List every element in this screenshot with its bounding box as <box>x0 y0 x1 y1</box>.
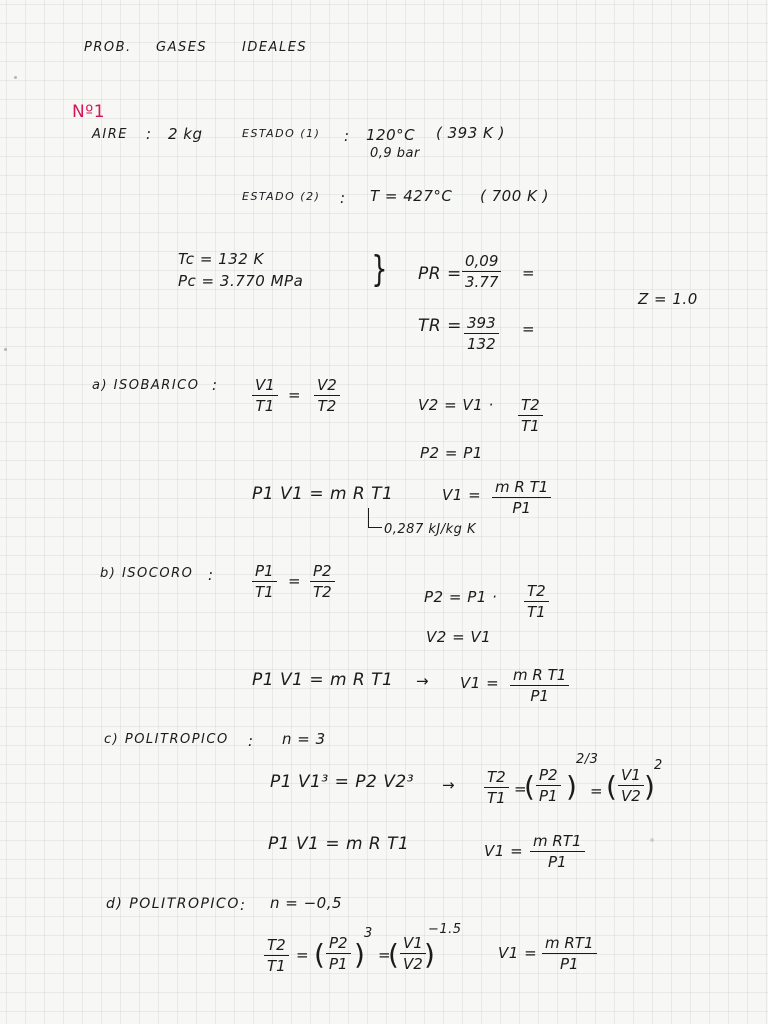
part-c-eq1: = <box>514 780 528 798</box>
part-b-v2: V2 = V1 <box>426 628 492 646</box>
tr-label: TR = <box>418 316 462 336</box>
tr-fraction <box>464 314 499 353</box>
part-c-v1-den: P1 <box>547 853 567 871</box>
part-a-p2: P2 = P1 <box>420 444 483 462</box>
part-d-colon: : <box>240 896 246 914</box>
part-d-v1-den: P1 <box>559 955 579 973</box>
part-b-rhs-num: P2 <box>310 562 335 582</box>
part-c-ideal-gas: P1 V1 = m R T1 <box>268 834 410 854</box>
part-a-rhs-num: V2 <box>314 376 340 396</box>
part-b-p2-fraction <box>524 582 549 621</box>
part-b-p2-lhs: P2 = P1 · <box>424 588 498 606</box>
part-d-v-den: V2 <box>403 955 423 973</box>
tr-denominator: 132 <box>467 335 496 353</box>
page-speck <box>650 838 654 842</box>
part-d-v1-lhs: V1 = <box>498 944 538 962</box>
part-c-p-den: P1 <box>539 787 558 805</box>
part-b-rhs-den: T2 <box>312 583 332 601</box>
right-brace: } <box>371 249 388 290</box>
r-callout-bracket <box>368 508 369 528</box>
part-c-exp2: 2 <box>654 758 663 773</box>
state1-temp-c: 120°C <box>366 126 416 144</box>
state1-label: ESTADO (1) <box>242 127 321 140</box>
state2-label: ESTADO (2) <box>242 190 321 203</box>
pr-fraction <box>462 252 501 291</box>
part-d-exp2: −1.5 <box>428 922 462 937</box>
part-a-rhs-den: T2 <box>317 397 337 415</box>
part-b-colon: : <box>208 566 214 584</box>
part-c-t-den: T1 <box>487 789 506 807</box>
part-b-v1-fraction <box>510 666 569 705</box>
part-a-lhs-num: V1 <box>252 376 278 396</box>
part-d-n: n = −0,5 <box>270 894 343 912</box>
state2-temp-k: ( 700 K ) <box>480 187 549 205</box>
problem-number: Nº1 <box>72 102 106 122</box>
state1-pressure: 0,9 bar <box>370 146 420 161</box>
part-a-rhs-fraction <box>314 376 340 415</box>
part-b-p2-num: T2 <box>524 582 549 602</box>
part-d-t-fraction <box>264 936 289 975</box>
header-ideales: IDEALES <box>242 40 308 55</box>
part-d-v1-num: m RT1 <box>542 934 597 954</box>
part-d-t-den: T1 <box>267 957 286 975</box>
part-c-t-fraction <box>484 768 509 807</box>
part-b-lhs-fraction <box>252 562 277 601</box>
state2-colon: : <box>340 189 346 207</box>
part-c-label: c) POLITROPICO <box>104 732 229 747</box>
part-d-paren2-open: ( <box>388 938 400 971</box>
air-colon: : <box>146 125 152 143</box>
part-c-v-num: V1 <box>618 766 644 786</box>
part-b-v1-lhs: V1 = <box>460 674 500 692</box>
part-d-t-num: T2 <box>264 936 289 956</box>
state1-temp-k: ( 393 K ) <box>436 124 505 142</box>
part-c-paren-open: ( <box>524 770 536 803</box>
part-c-v-fraction <box>618 766 644 805</box>
air-label: AIRE <box>92 127 128 142</box>
part-c-eq2: = <box>590 782 604 800</box>
part-b-lhs-num: P1 <box>252 562 277 582</box>
part-c-p-num: P2 <box>536 766 561 786</box>
part-d-v1-fraction <box>542 934 597 973</box>
part-a-v1-lhs: V1 = <box>442 486 482 504</box>
pr-label: PR = <box>418 264 462 284</box>
part-b-lhs-den: T1 <box>254 583 274 601</box>
part-d-p-num: P2 <box>326 934 351 954</box>
part-c-arrow: → <box>442 776 456 794</box>
part-d-paren2-close: ) <box>424 938 436 971</box>
part-d-v-fraction <box>400 934 426 973</box>
part-a-lhs-fraction <box>252 376 278 415</box>
part-a-v1-fraction <box>492 478 551 517</box>
part-b-equals: = <box>288 572 302 590</box>
part-b-arrow: → <box>416 672 430 690</box>
part-d-exp1: 3 <box>364 926 373 941</box>
header-gases: GASES <box>156 40 208 55</box>
page-speck <box>14 76 17 79</box>
part-b-v1-num: m R T1 <box>510 666 569 686</box>
tr-numerator: 393 <box>464 314 499 334</box>
part-a-v2-num: T2 <box>518 396 543 416</box>
part-c-t-num: T2 <box>484 768 509 788</box>
part-c-colon: : <box>248 732 254 750</box>
part-d-p-den: P1 <box>329 955 348 973</box>
part-c-v1-fraction <box>530 832 585 871</box>
part-a-v2-lhs: V2 = V1 · <box>418 396 494 414</box>
part-a-v2-den: T1 <box>521 417 540 435</box>
part-a-v2-fraction <box>518 396 543 435</box>
part-b-p2-den: T1 <box>527 603 546 621</box>
part-d-paren-close: ) <box>354 938 366 971</box>
part-d-paren-open: ( <box>314 938 326 971</box>
part-a-colon: : <box>212 376 218 394</box>
part-d-eq2: = <box>378 946 392 964</box>
z-value: Z = 1.0 <box>638 290 698 308</box>
part-c-relation: P1 V1³ = P2 V2³ <box>270 772 415 792</box>
part-a-r-value: 0,287 kJ/kg K <box>384 522 477 537</box>
part-a-equals: = <box>288 386 302 404</box>
part-c-v1-num: m RT1 <box>530 832 585 852</box>
part-c-exp1: 2/3 <box>576 752 599 767</box>
part-c-p-fraction <box>536 766 561 805</box>
tr-equals: = <box>522 320 536 338</box>
part-c-n: n = 3 <box>282 730 326 748</box>
part-b-label: b) ISOCORO <box>100 566 194 581</box>
part-c-v1-lhs: V1 = <box>484 842 524 860</box>
part-c-v-den: V2 <box>621 787 641 805</box>
part-c-paren2-open: ( <box>606 770 618 803</box>
part-a-lhs-den: T1 <box>255 397 275 415</box>
critical-tc: Tc = 132 K <box>178 250 264 268</box>
part-d-v-num: V1 <box>400 934 426 954</box>
air-mass: 2 kg <box>168 125 203 143</box>
page-speck <box>4 348 7 351</box>
part-b-v1-den: P1 <box>530 687 549 705</box>
part-c-paren2-close: ) <box>644 770 656 803</box>
part-b-rhs-fraction <box>310 562 335 601</box>
part-d-eq1: = <box>296 946 310 964</box>
pr-equals: = <box>522 264 536 282</box>
critical-pc: Pc = 3.770 MPa <box>178 272 304 290</box>
part-a-v1-den: P1 <box>512 499 531 517</box>
part-a-ideal-gas: P1 V1 = m R T1 <box>252 484 394 504</box>
state1-colon: : <box>344 127 350 145</box>
state2-temp: T = 427°C <box>370 187 453 205</box>
pr-numerator: 0,09 <box>462 252 501 272</box>
r-callout-line <box>368 527 382 528</box>
part-c-paren-close: ) <box>566 770 578 803</box>
part-a-label: a) ISOBARICO <box>92 378 200 393</box>
part-d-label: d) POLITROPICO <box>106 896 240 912</box>
part-a-v1-num: m R T1 <box>492 478 551 498</box>
pr-denominator: 3.77 <box>465 273 499 291</box>
part-b-ideal-gas: P1 V1 = m R T1 <box>252 670 394 690</box>
part-d-p-fraction <box>326 934 351 973</box>
header-prob: PROB. <box>84 40 132 55</box>
